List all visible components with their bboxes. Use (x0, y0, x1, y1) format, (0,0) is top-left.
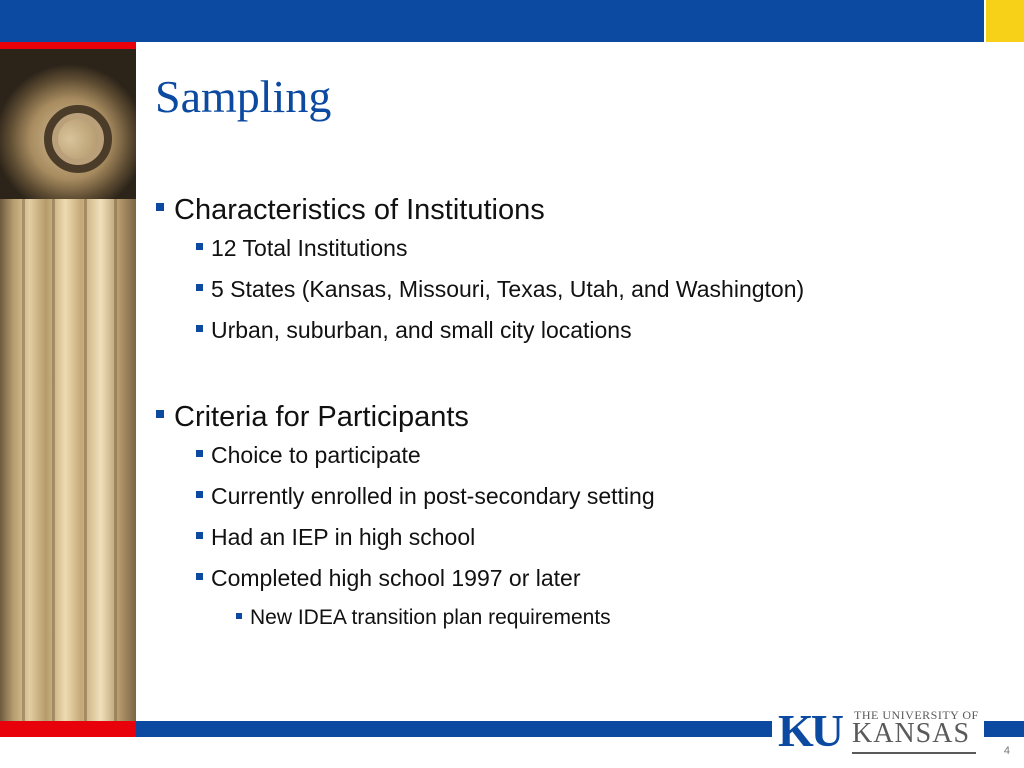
square-bullet-icon (196, 491, 203, 498)
column-image (0, 49, 136, 721)
bullet-text: Currently enrolled in post-secondary setting (211, 483, 655, 509)
square-bullet-icon (196, 325, 203, 332)
slide-body (156, 194, 976, 637)
column-flute (84, 199, 87, 721)
bullet-level1 (156, 194, 976, 228)
bullet-level3 (156, 599, 976, 637)
bullet-text: Completed high school 1997 or later (211, 565, 581, 591)
square-bullet-icon (156, 410, 164, 418)
bullet-level1 (156, 401, 976, 435)
bullet-text: 12 Total Institutions (211, 235, 408, 261)
bullet-level2 (156, 310, 976, 351)
bullet-level2 (156, 558, 976, 599)
column-flute (52, 199, 55, 721)
square-bullet-icon (196, 532, 203, 539)
bullet-text: Choice to participate (211, 442, 421, 468)
column-flute (114, 199, 117, 721)
bullet-level2 (156, 228, 976, 269)
column-flute (22, 199, 25, 721)
bullet-level2 (156, 517, 976, 558)
section-heading: Criteria for Participants (174, 401, 469, 433)
logo-line2: KANSAS (852, 718, 971, 749)
section-heading: Characteristics of Institutions (174, 194, 545, 226)
header-yellow-block (986, 0, 1024, 42)
bullet-text: New IDEA transition plan requirements (250, 606, 611, 629)
page-number: 4 (1003, 745, 1010, 757)
square-bullet-icon (196, 450, 203, 457)
section-gap (156, 351, 976, 401)
square-bullet-icon (236, 613, 242, 619)
footer-blue-bar (136, 721, 772, 737)
square-bullet-icon (196, 243, 203, 250)
logo-initials: KU (778, 705, 841, 756)
header-blue-bar (0, 0, 984, 42)
bullet-level2 (156, 269, 976, 310)
bullet-level2 (156, 476, 976, 517)
header-red-stripe (0, 42, 136, 49)
square-bullet-icon (196, 284, 203, 291)
footer-red-stripe (0, 721, 136, 737)
bullet-text: Urban, suburban, and small city locations (211, 317, 632, 343)
bullet-level2 (156, 435, 976, 476)
square-bullet-icon (196, 573, 203, 580)
footer-blue-bar-right (984, 721, 1024, 737)
slide-title: Sampling (155, 71, 332, 122)
column-capital (0, 49, 136, 199)
volute-scroll (44, 105, 112, 173)
square-bullet-icon (156, 203, 164, 211)
logo-line1: THE UNIVERSITY OF (854, 708, 979, 722)
bullet-text: 5 States (Kansas, Missouri, Texas, Utah, and Washington) (211, 276, 805, 302)
university-logo (772, 700, 984, 760)
logo-underline (852, 752, 976, 754)
bullet-text: Had an IEP in high school (211, 524, 476, 550)
